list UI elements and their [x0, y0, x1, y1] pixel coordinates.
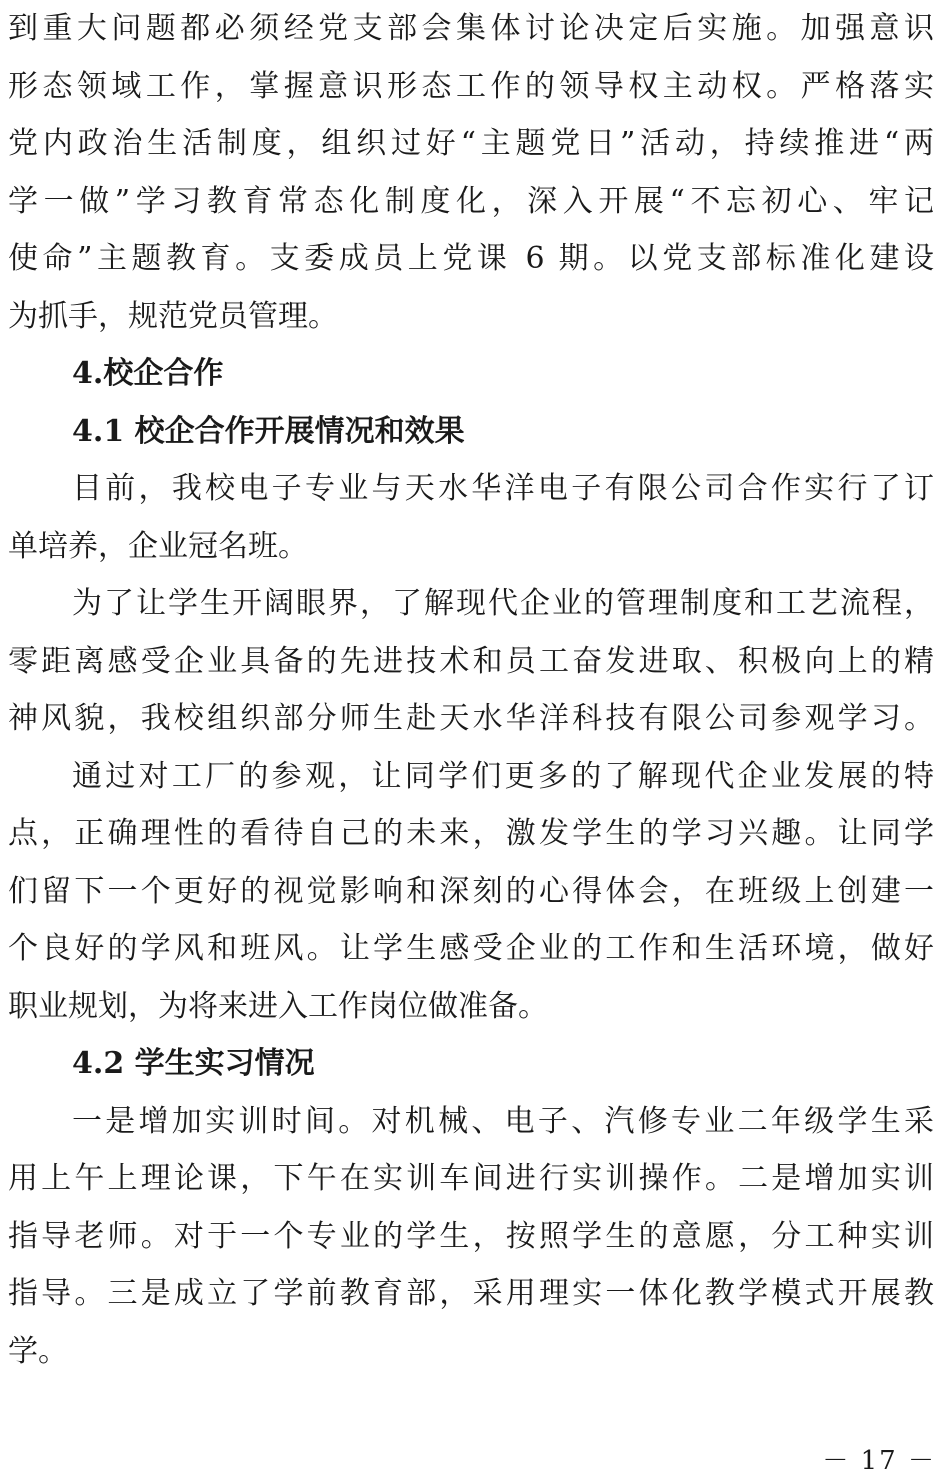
paragraph-party-work — [8, 0, 934, 345]
text-line: 职业规划，为将来进入工作岗位做准备。 — [8, 988, 548, 1024]
text-line: 通过对工厂的参观，让同学们更多的了解现代企业发展的特 — [72, 758, 934, 794]
paragraph-company-visit — [8, 575, 934, 748]
text-line: 形态领域工作，掌握意识形态工作的领导权主动权。严格落实 — [8, 68, 934, 104]
text-line: 学。 — [8, 1333, 68, 1369]
text-line: 学一做”学习教育常态化制度化，深入开展“不忘初心、牢记 — [8, 183, 934, 219]
text-line: 点，正确理性的看待自己的未来，激发学生的学习兴趣。让同学 — [8, 816, 934, 851]
text-line: 到重大问题都必须经党支部会集体讨论决定后实施。加强意识 — [8, 11, 934, 46]
text-line: 指导老师。对于一个专业的学生，按照学生的意愿，分工种实训 — [8, 1218, 934, 1254]
text-line: 用上午上理论课，下午在实训车间进行实训操作。二是增加实训 — [8, 1161, 934, 1196]
paragraph-internship — [8, 1093, 934, 1381]
paragraph-visit-effects — [8, 748, 934, 1036]
text-line: 零距离感受企业具备的先进技术和员工奋发进取、积极向上的精 — [8, 643, 934, 679]
text-line: 单培养，企业冠名班。 — [8, 528, 308, 564]
text-line: 神风貌，我校组织部分师生赴天水华洋科技有限公司参观学习。 — [8, 701, 934, 736]
section-heading-4: 4.校企合作 — [72, 356, 224, 391]
text-line: 为了让学生开阔眼界，了解现代企业的管理制度和工艺流程， — [72, 586, 934, 621]
text-line: 为抓手，规范党员管理。 — [8, 298, 338, 334]
section-heading-4-2: 4.2 学生实习情况 — [72, 1046, 315, 1081]
text-line: 个良好的学风和班风。让学生感受企业的工作和生活环境，做好 — [8, 931, 934, 966]
text-line: 目前，我校电子专业与天水华洋电子有限公司合作实行了订 — [72, 471, 934, 506]
text-line: 一是增加实训时间。对机械、电子、汽修专业二年级学生采 — [72, 1103, 934, 1139]
text-line: 们留下一个更好的视觉影响和深刻的心得体会，在班级上创建一 — [8, 873, 934, 909]
document-page — [8, 0, 934, 1380]
section-heading-4-1: 4.1 校企合作开展情况和效果 — [72, 413, 465, 449]
text-line: 党内政治生活制度，组织过好“主题党日”活动，持续推进“两 — [8, 126, 934, 161]
text-line: 使命”主题教育。支委成员上党课 6 期。以党支部标准化建设 — [8, 241, 934, 276]
paragraph-order-training — [8, 460, 934, 575]
page-number: － 17 － — [822, 1446, 936, 1476]
text-line: 指导。三是成立了学前教育部，采用理实一体化教学模式开展教 — [8, 1276, 934, 1311]
